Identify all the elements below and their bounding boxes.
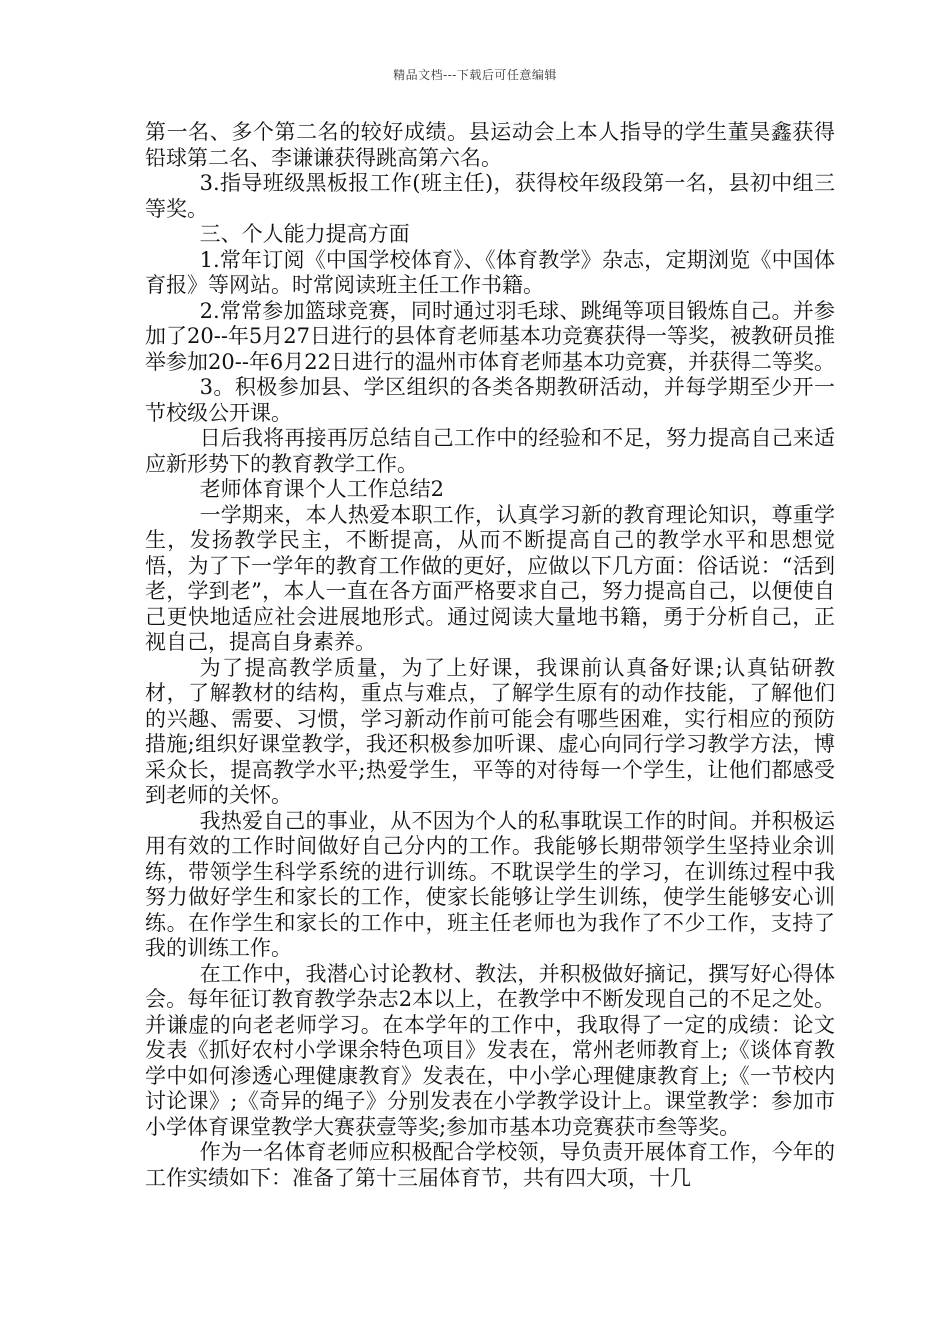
- paragraph: 一学期来，本人热爱本职工作，认真学习新的教育理论知识，尊重学生，发扬教学民主，不断提高，从而不断提高自己的教学水平和思想觉悟，为了下一学年的教育工作做的更好，应做以下几方面：俗话说：“活到老，学到老”，本人一直在各方面严格要求自己，努力提高自己，以便使自己更快地适应社会进展地形式。通过阅读大量地书籍，勇于分析自己，正视自己，提高自身素养。: [145, 502, 835, 654]
- section-heading: 三、个人能力提高方面: [199, 222, 410, 246]
- paragraph: 1.常年订阅《中国学校体育》、《体育教学》杂志，定期浏览《中国体育报》等网站。时常阅读班主任工作书籍。: [145, 247, 835, 297]
- paragraph: 3。积极参加县、学区组织的各类各期教研活动，并每学期至少开一节校级公开课。: [145, 375, 835, 425]
- page-header: 精品文档---下载后可任意编辑: [393, 68, 557, 82]
- document-title: 老师体育课个人工作总结2: [199, 477, 444, 501]
- paragraph: 作为一名体育老师应积极配合学校领，导负责开展体育工作，今年的工作实绩如下：准备了第十三届体育节，共有四大项，十几: [145, 1140, 835, 1190]
- paragraph: 我热爱自己的事业，从不因为个人的私事耽误工作的时间。并积极运用有效的工作时间做好自己分内的工作。我能够长期带领学生坚持业余训练，带领学生科学系统的进行训练。不耽误学生的学习，在训练过程中我努力做好学生和家长的工作，使家长能够让学生训练，使学生能够安心训练。在作学生和家长的工作中，班主任老师也为我作了不少工作，支持了我的训练工作。: [145, 808, 835, 960]
- paragraph: 3.指导班级黑板报工作(班主任)，获得校年级段第一名，县初中组三等奖。: [145, 171, 835, 221]
- document-body: [145, 120, 835, 1191]
- paragraph: 2.常常参加篮球竞赛，同时通过羽毛球、跳绳等项目锻炼自己。并参加了20--年5月27日进行的县体育老师基本功竞赛获得一等奖，被教研员推举参加20--年6月22日进行的温州市体育老师基本功竞赛，并获得二等奖。: [145, 298, 835, 374]
- paragraph: 日后我将再接再厉总结自己工作中的经验和不足，努力提高自己来适应新形势下的教育教学工作。: [145, 426, 835, 476]
- paragraph: 第一名、多个第二名的较好成绩。县运动会上本人指导的学生董昊鑫获得铅球第二名、李谦谦获得跳高第六名。: [145, 120, 835, 170]
- paragraph: 在工作中，我潜心讨论教材、教法，并积极做好摘记，撰写好心得体会。每年征订教育教学杂志2本以上，在教学中不断发现自己的不足之处。并谦虚的向老老师学习。在本学年的工作中，我取得了一定的成绩：论文发表《抓好农村小学课余特色项目》发表在，常州老师教育上;《谈体育教学中如何渗透心理健康教育》发表在，中小学心理健康教育上;《一节校内讨论课》;《奇异的绳子》分别发表在小学教学设计上。课堂教学：参加市小学体育课堂教学大赛获壹等奖;参加市基本功竞赛获市叁等奖。: [145, 961, 835, 1139]
- paragraph: 为了提高教学质量，为了上好课，我课前认真备好课;认真钻研教材，了解教材的结构，重点与难点，了解学生原有的动作技能，了解他们的兴趣、需要、习惯，学习新动作前可能会有哪些困难，实行相应的预防措施;组织好课堂教学，我还积极参加听课、虚心向同行学习教学方法，博采众长，提高教学水平;热爱学生，平等的对待每一个学生，让他们都感受到老师的关怀。: [145, 655, 835, 807]
